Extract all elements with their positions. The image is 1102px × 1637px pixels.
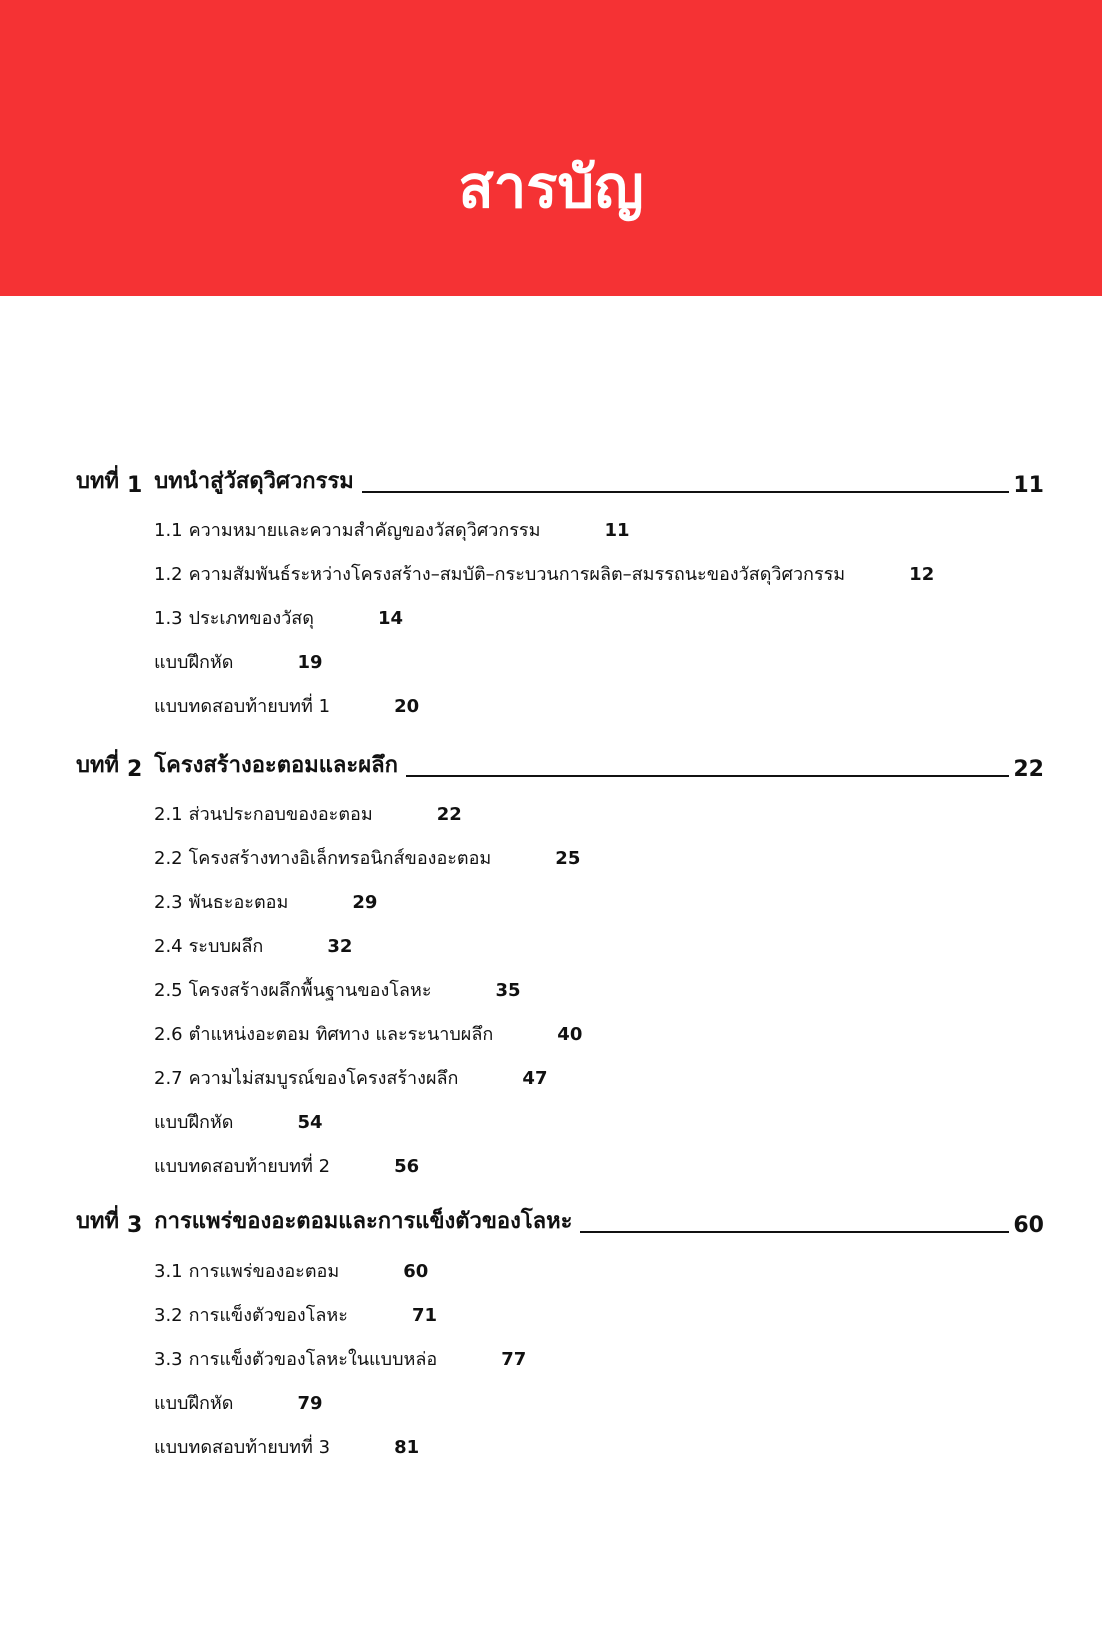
entry-title: การแพร่ของอะตอม	[188, 1261, 340, 1282]
entry-number: 2.6	[154, 1024, 183, 1045]
entry-page-number: 56	[394, 1156, 420, 1177]
entry-page-number: 19	[297, 652, 323, 673]
chapter-leader-line	[362, 491, 1010, 493]
toc-entry[interactable]	[154, 846, 580, 872]
chapter-title: การแพร่ของอะตอมและการแข็งตัวของโลหะ	[154, 1209, 573, 1234]
chapter-page-number: 60	[1013, 1213, 1044, 1238]
entry-page-number: 35	[495, 980, 521, 1001]
chapter-page-number: 22	[1013, 757, 1044, 782]
toc-entry[interactable]	[154, 1110, 323, 1136]
entry-page-number: 40	[557, 1024, 583, 1045]
chapter-number: 3	[126, 1213, 143, 1238]
entry-page-number: 54	[297, 1112, 323, 1133]
entry-number: 1.1	[154, 520, 183, 541]
entry-page-number: 12	[909, 564, 935, 585]
entry-title: แบบทดสอบท้ายบทที่ 2	[154, 1156, 331, 1177]
entry-page-number: 20	[394, 696, 420, 717]
entry-number: 1.2	[154, 564, 183, 585]
entry-number: 1.3	[154, 608, 183, 629]
toc-entry[interactable]	[154, 1066, 547, 1092]
toc-entry[interactable]	[154, 1391, 323, 1417]
entry-number: 2.5	[154, 980, 183, 1001]
entry-page-number: 11	[604, 520, 630, 541]
toc-entry[interactable]	[154, 562, 934, 588]
chapter-prefix: บทที่	[76, 753, 119, 778]
entry-title: การแข็งตัวของโลหะ	[188, 1305, 348, 1326]
toc-entry[interactable]	[154, 1347, 526, 1373]
entry-title: แบบฝึกหัด	[154, 652, 234, 673]
entry-number: 2.3	[154, 892, 183, 913]
entry-title: ความหมายและความสำคัญของวัสดุวิศวกรรม	[188, 520, 541, 541]
chapter-prefix: บทที่	[76, 1209, 119, 1234]
toc-entry[interactable]	[154, 1154, 419, 1180]
entry-title: ความสัมพันธ์ระหว่างโครงสร้าง–สมบัติ–กระบวนการผลิต–สมรรถนะของวัสดุวิศวกรรม	[188, 564, 846, 585]
entry-page-number: 29	[352, 892, 378, 913]
entry-title: ส่วนประกอบของอะตอม	[188, 804, 373, 825]
chapter-prefix: บทที่	[76, 469, 119, 494]
entry-page-number: 71	[411, 1305, 438, 1326]
chapter-title: บทนำสู่วัสดุวิศวกรรม	[154, 469, 354, 494]
entry-title: แบบฝึกหัด	[154, 1393, 234, 1414]
toc-entry[interactable]	[154, 934, 352, 960]
entry-title: ความไม่สมบูรณ์ของโครงสร้างผลึก	[188, 1068, 459, 1089]
entry-page-number: 79	[297, 1393, 323, 1414]
toc-entry[interactable]	[154, 890, 377, 916]
entry-page-number: 32	[327, 936, 353, 957]
entry-number: 2.2	[154, 848, 183, 869]
toc-entry[interactable]	[154, 694, 419, 720]
toc-entry[interactable]	[154, 802, 462, 828]
toc-entry[interactable]	[154, 650, 323, 676]
toc-entry[interactable]	[154, 1259, 428, 1285]
toc-entry[interactable]	[154, 978, 521, 1004]
chapter-leader-line	[406, 775, 1009, 777]
entry-title: การแข็งตัวของโลหะในแบบหล่อ	[188, 1349, 438, 1370]
chapter-leader-line	[580, 1231, 1009, 1233]
entry-page-number: 60	[403, 1261, 429, 1282]
chapter-heading[interactable]	[76, 464, 1044, 498]
entry-page-number: 47	[522, 1068, 548, 1089]
entry-number: 2.4	[154, 936, 183, 957]
entry-number: 3.2	[154, 1305, 183, 1326]
entry-title: ประเภทของวัสดุ	[188, 608, 314, 629]
entry-number: 2.7	[154, 1068, 183, 1089]
entry-title: พันธะอะตอม	[188, 892, 289, 913]
chapter-page-number: 11	[1013, 473, 1044, 498]
entry-number: 2.1	[154, 804, 183, 825]
entry-page-number: 81	[394, 1437, 420, 1458]
entry-title: โครงสร้างผลึกพื้นฐานของโลหะ	[188, 980, 432, 1001]
toc-entry[interactable]	[154, 606, 403, 632]
entry-title: แบบทดสอบท้ายบทที่ 3	[154, 1437, 331, 1458]
toc-entry[interactable]	[154, 1022, 582, 1048]
chapter-number: 2	[126, 757, 143, 782]
entry-page-number: 22	[436, 804, 462, 825]
toc-entry[interactable]	[154, 1435, 419, 1461]
entry-number: 3.1	[154, 1261, 183, 1282]
entry-number: 3.3	[154, 1349, 183, 1370]
entry-title: แบบทดสอบท้ายบทที่ 1	[154, 696, 331, 717]
entry-page-number: 77	[501, 1349, 527, 1370]
chapter-heading[interactable]	[76, 1204, 1044, 1238]
chapter-title: โครงสร้างอะตอมและผลึก	[154, 753, 398, 778]
entry-title: ระบบผลึก	[188, 936, 264, 957]
entry-title: แบบฝึกหัด	[154, 1112, 234, 1133]
chapter-heading[interactable]	[76, 748, 1044, 782]
entry-title: ตำแหน่งอะตอม ทิศทาง และระนาบผลึก	[188, 1024, 494, 1045]
toc-entry[interactable]	[154, 518, 630, 544]
toc-entry[interactable]	[154, 1303, 437, 1329]
entry-title: โครงสร้างทางอิเล็กทรอนิกส์ของอะตอม	[188, 848, 492, 869]
chapter-number: 1	[126, 473, 143, 498]
page-title: สารบัญ	[458, 153, 644, 221]
entry-page-number: 25	[555, 848, 581, 869]
entry-page-number: 14	[377, 608, 404, 629]
